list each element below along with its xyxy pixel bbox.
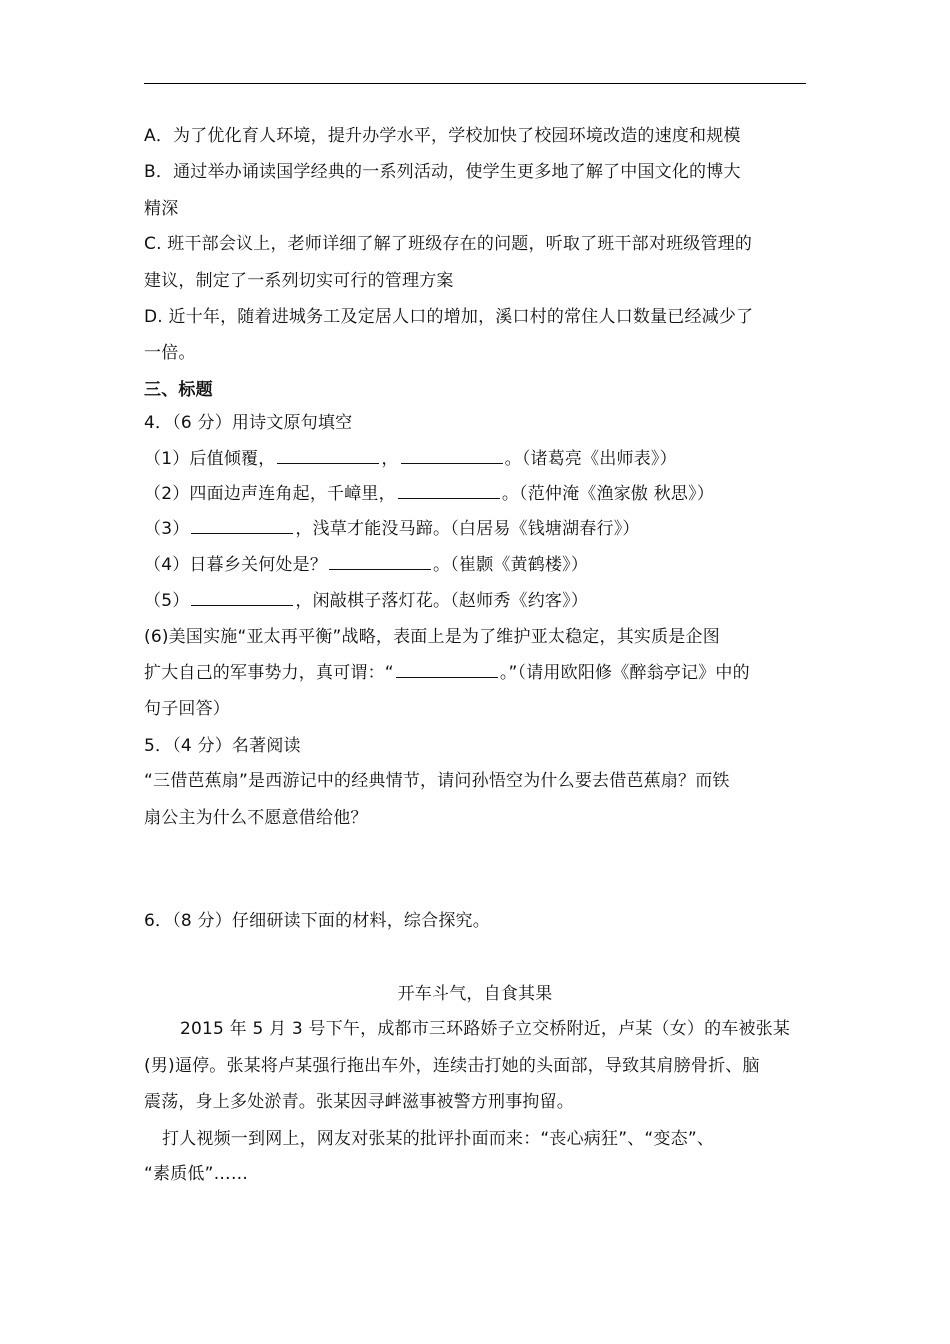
answer-blank[interactable] xyxy=(398,484,500,499)
option-b-line1: B．通过举办诵读国学经典的一系列活动，使学生更多地了解了中国文化的博大 xyxy=(144,162,741,182)
answer-blank[interactable] xyxy=(277,449,379,464)
option-d-line2: 一倍。 xyxy=(144,343,196,363)
q5-line2: 扇公主为什么不愿意借给他？ xyxy=(144,808,368,828)
option-a: A．为了优化育人环境，提升办学水平，学校加快了校园环境改造的速度和规模 xyxy=(144,126,741,146)
option-d-line1: D. 近十年，随着进城务工及定居人口的增加，溪口村的常住人口数量已经减少了 xyxy=(144,307,754,327)
q4-item-6-line1: (6)美国实施“亚太再平衡”战略，表面上是为了维护亚太稳定，其实质是企图 xyxy=(144,627,720,647)
answer-blank[interactable] xyxy=(329,555,431,570)
q6-heading: 6．（8 分）仔细研读下面的材料，综合探究。 xyxy=(144,911,490,931)
answer-blank[interactable] xyxy=(396,663,498,678)
q4-item-4-post: 。（崔颢《黄鹤楼》） xyxy=(433,555,589,575)
q4-item-5-pre: （5） xyxy=(144,591,190,611)
q4-item-3-post: ，浅草才能没马蹄。（白居易《钱塘湖春行》） xyxy=(295,519,640,539)
q4-item-6-line2-pre: 扩大自己的军事势力，真可谓：“ xyxy=(144,663,394,683)
answer-blank[interactable] xyxy=(401,449,503,464)
option-c-line2: 建议，制定了一系列切实可行的管理方案 xyxy=(144,271,454,291)
article-p2-line2: “素质低”…… xyxy=(144,1164,249,1184)
q4-item-2-post: 。（范仲淹《渔家傲 秋思》） xyxy=(501,484,715,504)
q5-heading: 5．（4 分）名著阅读 xyxy=(144,736,301,756)
q4-item-6-line3: 句子回答） xyxy=(144,699,230,719)
article-p2-line1: 打人视频一到网上，网友对张某的批评扑面而来：“丧心病狂”、“变态”、 xyxy=(162,1129,715,1149)
q4-heading: 4．（6 分）用诗文原句填空 xyxy=(144,413,353,433)
section-title: 三、标题 xyxy=(144,380,213,400)
article-p1-line2: (男)逼停。张某将卢某强行拖出车外，连续击打她的头面部，导致其肩膀骨折、脑 xyxy=(144,1056,760,1076)
q4-item-1-pre: （1）后值倾覆， xyxy=(144,449,276,469)
q4-item-3-pre: （3） xyxy=(144,519,190,539)
answer-blank[interactable] xyxy=(191,591,293,606)
article-p1-line1: 2015 年 5 月 3 号下午，成都市三环路娇子立交桥附近，卢某（女）的车被张某 xyxy=(180,1019,791,1039)
answer-blank[interactable] xyxy=(191,519,293,534)
q4-item-4 xyxy=(144,554,814,576)
article-p1-line3: 震荡，身上多处淤青。张某因寻衅滋事被警方刑事拘留。 xyxy=(144,1092,574,1112)
q4-item-5-post: ，闲敲棋子落灯花。（赵师秀《约客》） xyxy=(295,591,589,611)
q4-item-1 xyxy=(144,448,814,470)
q5-line1: “三借芭蕉扇”是西游记中的经典情节，请问孙悟空为什么要去借芭蕉扇？而铁 xyxy=(144,771,730,791)
q4-item-4-pre: （4）日暮乡关何处是？ xyxy=(144,555,328,575)
q4-item-3 xyxy=(144,518,814,540)
option-c-line1: C. 班干部会议上，老师详细了解了班级存在的问题，听取了班干部对班级管理的 xyxy=(144,234,753,254)
option-b-line2: 精深 xyxy=(144,199,179,219)
article-title: 开车斗气，自食其果 xyxy=(397,984,553,1004)
q4-item-2 xyxy=(144,483,814,505)
q4-item-6-line2-post: 。”（请用欧阳修《醉翁亭记》中的 xyxy=(499,663,750,683)
q4-item-5 xyxy=(144,590,814,612)
q4-item-6-line2 xyxy=(144,662,814,684)
q4-item-1-mid: ， xyxy=(381,449,399,469)
q4-item-2-pre: （2）四面边声连角起，千嶂里， xyxy=(144,484,396,504)
header-rule xyxy=(144,83,806,84)
q4-item-1-post: 。（诸葛亮《出师表》） xyxy=(504,449,677,469)
